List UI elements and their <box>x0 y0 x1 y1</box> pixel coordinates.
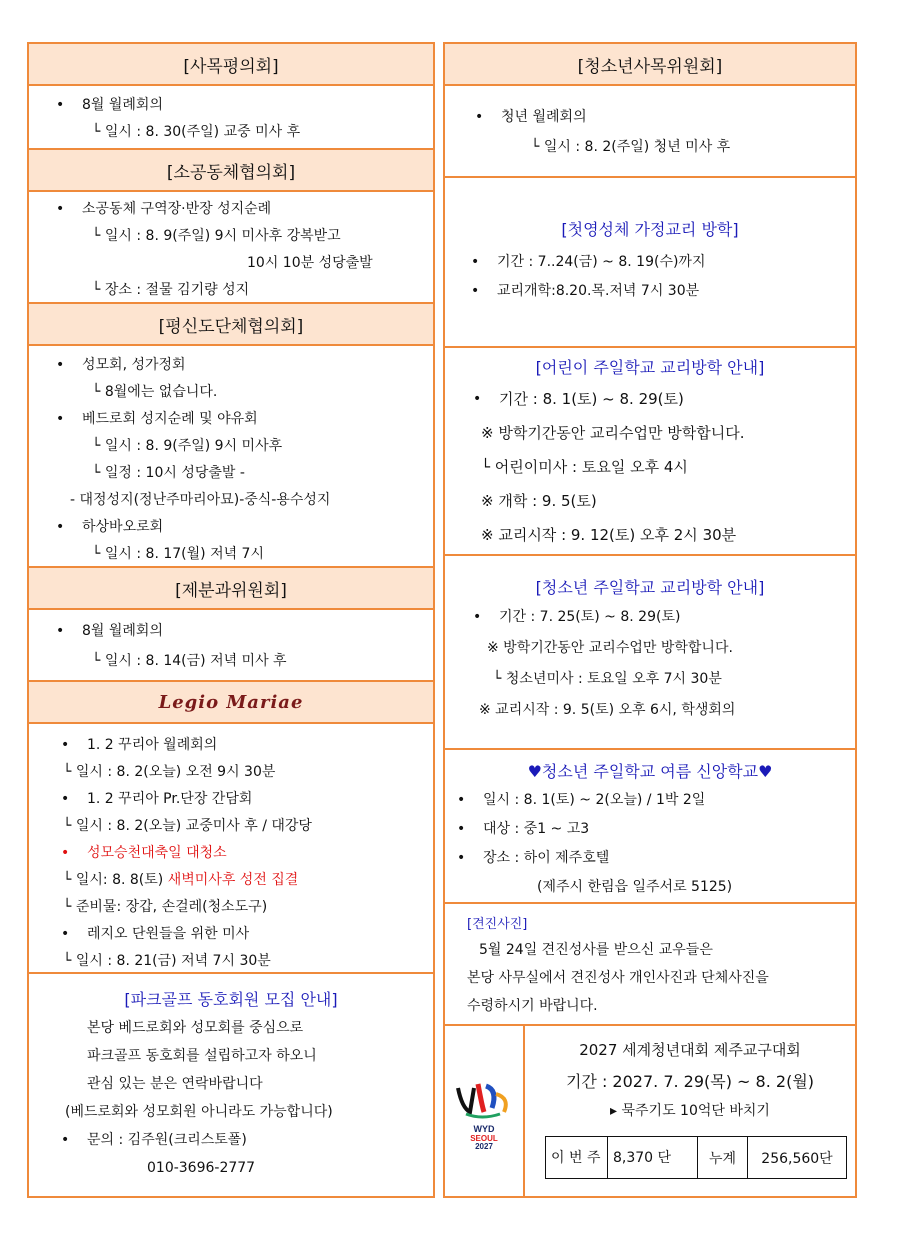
confirm-section <box>445 904 855 1026</box>
camp-line-4: (제주시 한림읍 일주서로 5125) <box>537 879 733 895</box>
wyd-logo-icon <box>452 1078 516 1150</box>
legio-line-9: └ 일시 : 8. 21(금) 저녁 7시 30분 <box>63 953 271 969</box>
legio-line-2: └ 일시 : 8. 2(오늘) 오전 9시 30분 <box>63 764 276 780</box>
firstcomm-section <box>445 178 855 348</box>
jebun-section <box>29 610 433 682</box>
jebun-header: [제분과위원회] <box>29 568 433 610</box>
teens-section <box>445 556 855 750</box>
legio-line-6: └ 일시: 8. 8(토) 새벽미사후 성전 집결 <box>63 872 299 888</box>
legio-line-5: • 성모승천대축일 대청소 <box>87 840 433 867</box>
pyeongsin-header: [평신도단체협의회] <box>29 304 433 346</box>
firstcomm-title: [첫영성체 가정교리 방학] <box>561 220 739 239</box>
legio-line-4: └ 일시 : 8. 2(오늘) 교중미사 후 / 대강당 <box>63 818 312 834</box>
wyd-logo-label: WYD <box>473 1124 495 1134</box>
jebun-line-2: └ 일시 : 8. 14(금) 저녁 미사 후 <box>92 653 287 669</box>
pyeongsin-line-1: • 성모회, 성가정회 <box>82 352 433 379</box>
count-total-value: 256,560단 <box>748 1137 847 1179</box>
sogong-line-2: └ 일시 : 8. 9(주일) 9시 미사후 강복받고 <box>92 228 341 244</box>
right-column <box>443 42 857 1198</box>
sogong-line-4: └ 장소 : 절물 김기량 성지 <box>92 282 250 298</box>
children-line-2: ※ 방학기간동안 교리수업만 방학합니다. <box>481 424 745 442</box>
bulletin-page <box>27 42 857 1198</box>
golf-line-3: 관심 있는 분은 연락바랍니다 <box>87 1076 263 1092</box>
legio-line-7: └ 준비물: 장갑, 손걸레(청소도구) <box>63 899 268 915</box>
golf-line-2: 파크골프 동호회를 설립하고자 하오니 <box>87 1048 317 1064</box>
teens-title: [청소년 주일학교 교리방학 안내] <box>535 578 765 597</box>
golf-line-1: 본당 베드로회와 성모회를 중심으로 <box>87 1020 304 1036</box>
teens-line-2: ※ 방학기간동안 교리수업만 방학합니다. <box>487 640 733 656</box>
wyd-line-1: 2027 세계청년대회 제주교구대회 <box>579 1041 801 1059</box>
youth-section <box>445 86 855 178</box>
left-column <box>27 42 435 1198</box>
children-line-5: ※ 교리시작 : 9. 12(토) 오후 2시 30분 <box>481 526 737 544</box>
golf-section <box>29 974 433 1196</box>
samok-line-2: └ 일시 : 8. 30(주일) 교중 미사 후 <box>92 124 301 140</box>
wyd-logo-year: 2027 <box>475 1142 493 1150</box>
legio-logo-text: Legio Mariae <box>158 691 304 713</box>
count-this-week-value: 8,370 단 <box>608 1137 698 1179</box>
youth-line-1: • 청년 월례회의 <box>501 104 855 131</box>
samok-section <box>29 86 433 150</box>
confirm-line-1: 5월 24일 견진성사를 받으신 교우들은 <box>479 942 713 958</box>
youth-line-2: └ 일시 : 8. 2(주일) 청년 미사 후 <box>531 139 731 155</box>
teens-line-1: • 기간 : 7. 25(토) ~ 8. 29(토) <box>499 602 855 633</box>
legio-line-8: • 레지오 단원들을 위한 미사 <box>87 921 433 948</box>
wyd-info <box>525 1034 855 1124</box>
pyeongsin-line-8: └ 일시 : 8. 17(월) 저녁 7시 <box>92 546 264 562</box>
camp-section <box>445 750 855 904</box>
wyd-logo-box <box>445 1026 525 1196</box>
wyd-line-2: 기간 : 2027. 7. 29(목) ~ 8. 2(월) <box>565 1072 815 1091</box>
legio-header <box>29 682 433 724</box>
pyeongsin-section <box>29 346 433 568</box>
confirm-line-2: 본당 사무실에서 견진성사 개인사진과 단체사진을 <box>467 970 769 986</box>
camp-title: ♥청소년 주일학교 여름 신앙학교♥ <box>527 762 773 781</box>
legio-line-1: • 1. 2 꾸리아 월례회의 <box>87 732 433 759</box>
pyeongsin-line-7: • 하상바오로회 <box>82 514 433 541</box>
golf-line-6: 010-3696-2777 <box>147 1160 256 1176</box>
camp-line-2: • 대상 : 중1 ~ 고3 <box>483 815 855 844</box>
wyd-section <box>445 1026 855 1196</box>
wyd-line-3: ▸ 묵주기도 10억단 바치기 <box>610 1103 770 1119</box>
pyeongsin-line-6: - 대정성지(정난주마리아묘)-중식-용수성지 <box>70 492 331 508</box>
confirm-title: [견진사진] <box>467 917 528 932</box>
wyd-logo-city: SEOUL <box>470 1134 498 1143</box>
golf-line-5: • 문의 : 김주원(크리스토폴) <box>87 1126 433 1154</box>
golf-line-4: (베드로회와 성모회원 아니라도 가능합니다) <box>65 1104 333 1120</box>
firstcomm-line-1: • 기간 : 7..24(금) ~ 8. 19(수)까지 <box>497 248 855 277</box>
children-line-4: ※ 개학 : 9. 5(토) <box>481 492 597 510</box>
jebun-line-1: • 8월 월례회의 <box>82 618 433 645</box>
teens-line-3: └ 청소년미사 : 토요일 오후 7시 30분 <box>493 671 722 687</box>
samok-line-1: • 8월 월례회의 <box>82 92 433 119</box>
children-title: [어린이 주일학교 교리방학 안내] <box>535 358 765 377</box>
camp-line-3: • 장소 : 하이 제주호텔 <box>483 844 855 873</box>
children-line-1: • 기간 : 8. 1(토) ~ 8. 29(토) <box>499 382 855 416</box>
teens-line-4: ※ 교리시작 : 9. 5(토) 오후 6시, 학생회의 <box>479 702 736 718</box>
golf-title: [파크골프 동호회원 모집 안내] <box>124 990 338 1009</box>
rosary-count-table <box>545 1136 847 1179</box>
legio-line-3: • 1. 2 꾸리아 Pr.단장 간담회 <box>87 786 433 813</box>
firstcomm-line-2: • 교리개학:8.20.목.저녁 7시 30분 <box>497 277 855 306</box>
camp-line-1: • 일시 : 8. 1(토) ~ 2(오늘) / 1박 2일 <box>483 786 855 815</box>
pyeongsin-line-3: • 베드로회 성지순례 및 야유회 <box>82 406 433 433</box>
legio-section <box>29 724 433 974</box>
pyeongsin-line-5: └ 일정 : 10시 성당출발 - <box>92 465 245 481</box>
sogong-line-3: 10시 10분 성당출발 <box>247 255 373 271</box>
sogong-line-1: • 소공동체 구역장·반장 성지순례 <box>82 196 433 223</box>
count-this-week-label: 이 번 주 <box>546 1137 608 1179</box>
children-line-3: └ 어린이미사 : 토요일 오후 4시 <box>481 458 688 476</box>
samok-header: [사목평의회] <box>29 44 433 86</box>
sogong-section <box>29 192 433 304</box>
count-total-label: 누계 <box>698 1137 748 1179</box>
pyeongsin-line-4: └ 일시 : 8. 9(주일) 9시 미사후 <box>92 438 283 454</box>
sogong-header: [소공동체협의회] <box>29 150 433 192</box>
children-section <box>445 348 855 556</box>
youth-header: [청소년사목위원회] <box>445 44 855 86</box>
confirm-line-3: 수령하시기 바랍니다. <box>467 998 598 1014</box>
pyeongsin-line-2: └ 8월에는 없습니다. <box>92 384 218 400</box>
